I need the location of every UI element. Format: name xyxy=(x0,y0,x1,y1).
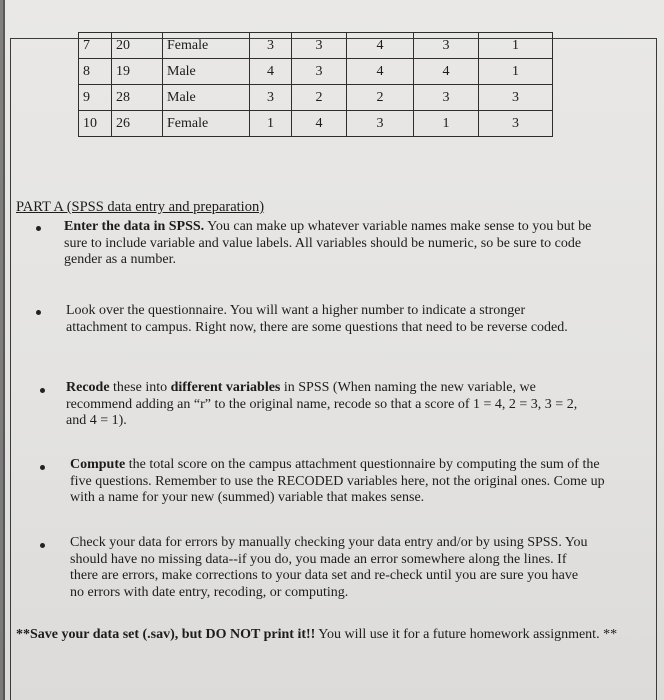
bullet-recode-bold1: Recode xyxy=(66,380,110,395)
table-cell: 10 xyxy=(79,111,112,137)
table-cell: 1 xyxy=(250,111,292,137)
bullet-look-over: Look over the questionnaire. You will want a higher number to indicate a stronger attachment to campus. Right now, there are some questions that need to be reverse coded. xyxy=(66,303,568,335)
table-cell: 28 xyxy=(112,85,163,111)
bullet-dot xyxy=(40,388,45,393)
table-cell: 2 xyxy=(347,85,414,111)
table-cell: 9 xyxy=(79,85,112,111)
bullet-recode-text: in SPSS (When naming the new variable, we recommend adding an “r” to the original name, recode so that a score of 1 = 4, 2 = 3, 3 = 2, and 4 = 1). xyxy=(66,380,578,428)
table-cell: Female xyxy=(163,111,250,137)
table-cell: 4 xyxy=(250,59,292,85)
table-cell: Male xyxy=(163,59,250,85)
footer-note xyxy=(16,627,646,644)
bullet-recode-mid: these into xyxy=(109,380,171,395)
table-cell: 4 xyxy=(347,33,414,59)
table-cell: 1 xyxy=(479,59,553,85)
bullet-enter-data-bold: Enter the data in SPSS. xyxy=(64,219,205,234)
table-cell: 8 xyxy=(79,59,112,85)
table-cell: 1 xyxy=(414,111,479,137)
table-cell: 3 xyxy=(250,85,292,111)
table-cell: 4 xyxy=(414,59,479,85)
table-row xyxy=(79,85,553,111)
table-cell: 3 xyxy=(292,59,347,85)
bullet-enter-data xyxy=(64,219,614,269)
table-cell: 3 xyxy=(479,85,553,111)
table-cell: 20 xyxy=(112,33,163,59)
table-row xyxy=(79,59,553,85)
frame-left-line xyxy=(10,38,11,700)
table-cell: 2 xyxy=(292,85,347,111)
table-cell: 3 xyxy=(479,111,553,137)
table-cell: 7 xyxy=(79,33,112,59)
bullet-enter-data-text: You can make up whatever variable names make sense to you but be sure to include variable and value labels. All variables should be numeric, so be sure to code gender as a number. xyxy=(64,219,592,267)
table-cell: 4 xyxy=(347,59,414,85)
bullet-recode xyxy=(66,380,596,430)
footer-note-text: You will use it for a future homework assignment. ** xyxy=(315,627,618,642)
table-cell: 1 xyxy=(479,33,553,59)
table-cell: 3 xyxy=(414,33,479,59)
table-cell: 3 xyxy=(347,111,414,137)
data-table xyxy=(78,32,553,137)
bullet-recode-bold2: different variables xyxy=(170,380,281,395)
table-cell: Male xyxy=(163,85,250,111)
part-a-title: PART A (SPSS data entry and preparation) xyxy=(16,199,265,215)
footer-note-bold: **Save your data set (.sav), but DO NOT print it!! xyxy=(16,627,316,642)
table-cell: 4 xyxy=(292,111,347,137)
table-row xyxy=(79,33,553,59)
paper-edge-shadow xyxy=(3,0,5,700)
frame-right-line xyxy=(656,38,657,700)
bullet-compute-bold: Compute xyxy=(70,457,126,472)
bullet-dot xyxy=(40,465,45,470)
table-cell: 3 xyxy=(414,85,479,111)
bullet-dot xyxy=(36,226,41,231)
table-cell: Female xyxy=(163,33,250,59)
table-cell: 3 xyxy=(250,33,292,59)
table-cell: 3 xyxy=(292,33,347,59)
table-row xyxy=(79,111,553,137)
table-cell: 19 xyxy=(112,59,163,85)
bullet-compute-text: the total score on the campus attachment questionnaire by computing the sum of the five questions. Remember to use the RECODED variables here, not the original ones. Come up with a name for your new (summed) variable that makes sense. xyxy=(70,457,605,505)
bullet-check-data: Check your data for errors by manually checking your data entry and/or by using SPSS. You should have no missing data--if you do, you made an error somewhere along the lines. If there are errors, make corrections to your data set and re-check until you are sure you have no errors with date entry, recoding, or computing. xyxy=(70,535,588,600)
table-cell: 26 xyxy=(112,111,163,137)
bullet-dot xyxy=(40,543,45,548)
bullet-dot xyxy=(36,310,41,315)
bullet-compute xyxy=(70,457,605,507)
